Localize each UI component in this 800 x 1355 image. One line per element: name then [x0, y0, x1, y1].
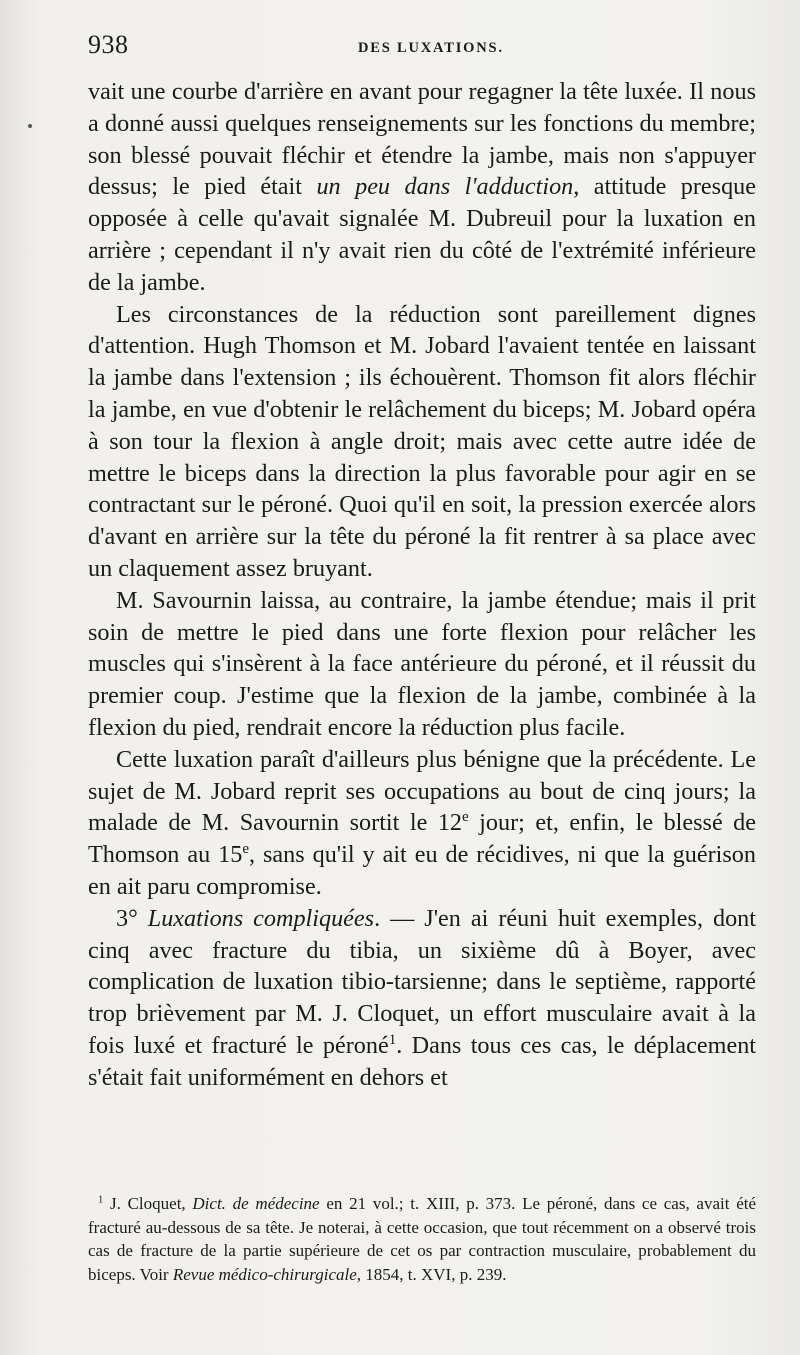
ordinal-superscript: e — [242, 841, 249, 858]
paragraph-5-text-c: . Dans tous ces cas, le déplacement s'était fait uniformément en dehors et — [88, 1031, 757, 1091]
paragraph-4-text-b: jour; et, enfin, le blessé de Thomson au 15 — [88, 809, 757, 869]
footnote-text-b: en 21 vol.; t. XIII, p. 373. Le péroné, dans ce cas, avait été fracturé au-dessous de sa tête. Je noterai, à cette occasion, que tout récemment on a observé trois cas de fracture de la partie supérieure de cet os par contraction musculaire, probablement du biceps. Voir — [88, 1194, 757, 1284]
footnote-text-c: , 1854, t. XVI, p. 239. — [356, 1264, 507, 1284]
page-header — [88, 30, 760, 70]
scan-speck — [28, 124, 32, 128]
footnote-italic-source: Dict. de médecine — [192, 1194, 320, 1213]
paragraph-5 — [88, 903, 756, 1094]
ordinal-superscript: e — [462, 809, 469, 826]
paragraph-4-text-a: Cette luxation paraît d'ailleurs plus bénigne que la précédente. Le sujet de M. Jobard reprit ses occupations au bout de cinq jours; la malade de M. Savournin sortit le 12 — [88, 745, 756, 837]
paragraph-2: Les circonstances de la réduction sont pareillement dignes d'attention. Hugh Thomson et M. Jobard l'avaient tentée en laissant la jambe dans l'extension ; ils échouèrent. Thomson fit alors fléchir la jambe, en vue d'obtenir le relâchement du biceps; M. Jobard opéra à son tour la flexion à angle droit; mais avec cette autre idée de mettre le biceps dans la direction la plus favorable pour agir en se contractant sur le péroné. Quoi qu'il en soit, la pression exercée alors d'avant en arrière sur la tête du péroné la fit rentrer à sa place avec un claquement assez bruyant. — [88, 300, 756, 582]
footnote-block — [88, 1192, 756, 1286]
paragraph-5-text-a: 3° — [116, 904, 148, 932]
running-head: DES LUXATIONS. — [358, 40, 504, 56]
footnote-marker: 1 — [98, 1194, 104, 1206]
footnote-1 — [88, 1192, 756, 1286]
paragraph-5-text-b: . — J'en ai réuni huit exemples, dont cinq avec fracture du tibia, un sixième dû à Boyer, avec complication de luxation tibio-tarsienne; dans le septième, rapporté trop brièvement par M. J. Cloquet, un effort musculaire avait à la fois luxé et fracturé le péroné — [88, 904, 756, 1059]
paragraph-1-text-b: , attitude presque opposée à celle qu'avait signalée M. Dubreuil pour la luxation en arrière ; cependant il n'y avait rien du côté de l'extrémité inférieure de la jambe. — [88, 173, 756, 296]
section-heading-italic: Luxations compliquées — [147, 904, 375, 932]
paragraph-1-italic: un peu dans l'adduction — [316, 173, 574, 201]
body-text — [88, 76, 756, 1094]
footnote-italic-journal: Revue médico-chirurgicale — [172, 1264, 357, 1284]
paragraph-3: M. Savournin laissa, au contraire, la jambe étendue; mais il prit soin de mettre le pied dans une forte flexion pour relâcher les muscles qui s'insèrent à la face antérieure du péroné, et il réussit du premier coup. J'estime que la flexion de la jambe, combinée à la flexion du pied, rendrait encore la réduction plus facile. — [88, 586, 756, 741]
paragraph-4-text-c: , sans qu'il y ait eu de récidives, ni que la guérison en ait paru compromise. — [88, 841, 756, 900]
paragraph-1-text-a: vait une courbe d'arrière en avant pour regagner la tête luxée. Il nous a donné aussi quelques renseignements sur les fonctions du membre; son blessé pouvait fléchir et étendre la jambe, mais non s'appuyer dessus; le pied était — [88, 78, 756, 201]
paragraph-1 — [88, 76, 756, 299]
footnote-text-a: J. Cloquet, — [103, 1194, 193, 1213]
paragraph-4 — [88, 744, 756, 903]
page-number: 938 — [88, 30, 129, 59]
footnote-reference[interactable]: 1 — [388, 1031, 397, 1048]
